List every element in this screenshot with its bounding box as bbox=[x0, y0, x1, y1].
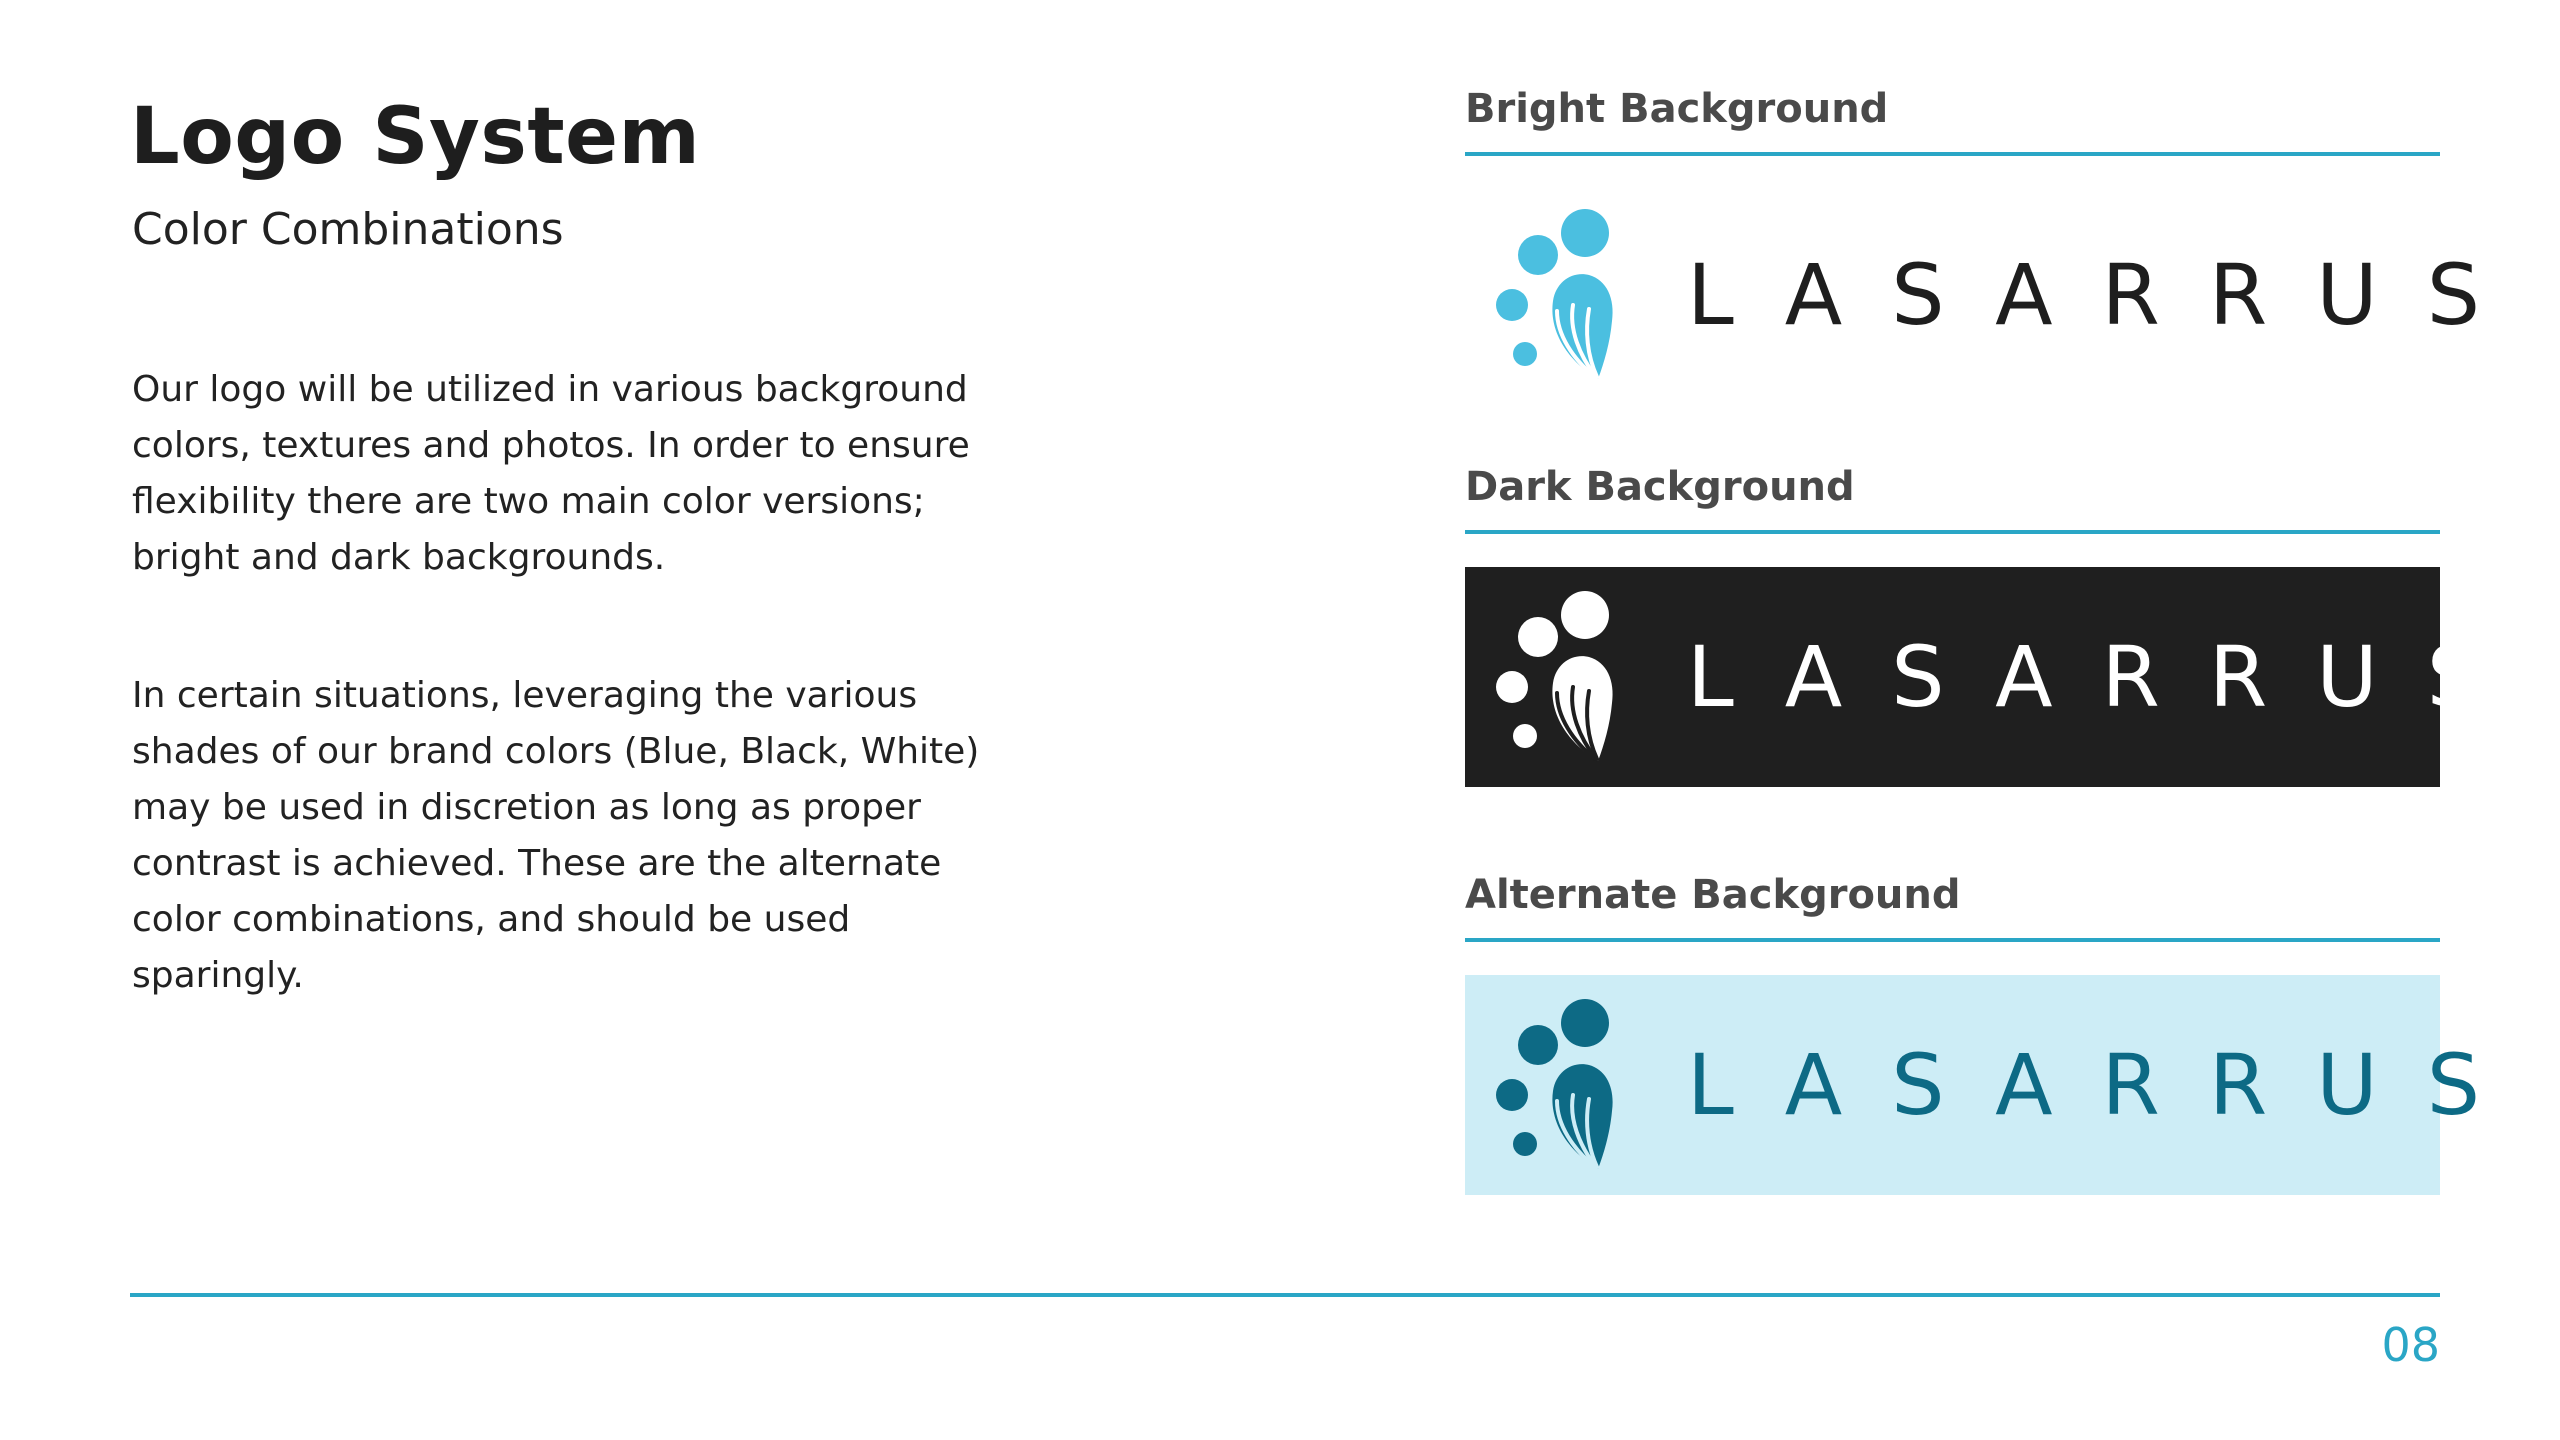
bright-section-divider bbox=[1465, 152, 2440, 156]
alternate-paragraph: In certain situations, leveraging the various shades of our brand colors (Blue, Black, White) may be used in discretion as long as proper contrast is achieved. These are the alternate color combinations, and should be used sparingly. bbox=[132, 675, 980, 996]
intro-paragraph: Our logo will be utilized in various background colors, textures and photos. In order to ensure flexibility there are two main color versions; bright and dark backgrounds. bbox=[132, 369, 970, 578]
dark-background-label: Dark Background bbox=[1465, 464, 1855, 510]
brand-wordmark: LASARRUS bbox=[1687, 628, 2530, 726]
footer-divider bbox=[130, 1293, 2440, 1297]
page-number: 08 bbox=[2381, 1318, 2440, 1372]
dark-logo-panel bbox=[1465, 567, 2530, 787]
alternate-section-divider bbox=[1465, 938, 2440, 942]
page-subtitle: Color Combinations bbox=[132, 204, 564, 255]
alternate-logo-panel bbox=[1465, 975, 2530, 1195]
bright-logo-panel bbox=[1465, 185, 2530, 405]
alternate-background-label: Alternate Background bbox=[1465, 872, 1961, 918]
brand-wordmark: LASARRUS bbox=[1687, 246, 2530, 344]
bubbles-shell-logo-icon bbox=[1483, 999, 1633, 1179]
dark-section-divider bbox=[1465, 530, 2440, 534]
bubbles-shell-logo-icon bbox=[1483, 591, 1633, 771]
page-title: Logo System bbox=[130, 92, 701, 182]
bright-background-label: Bright Background bbox=[1465, 86, 1889, 132]
bubbles-shell-logo-icon bbox=[1483, 209, 1633, 389]
brand-wordmark: LASARRUS bbox=[1687, 1036, 2530, 1134]
